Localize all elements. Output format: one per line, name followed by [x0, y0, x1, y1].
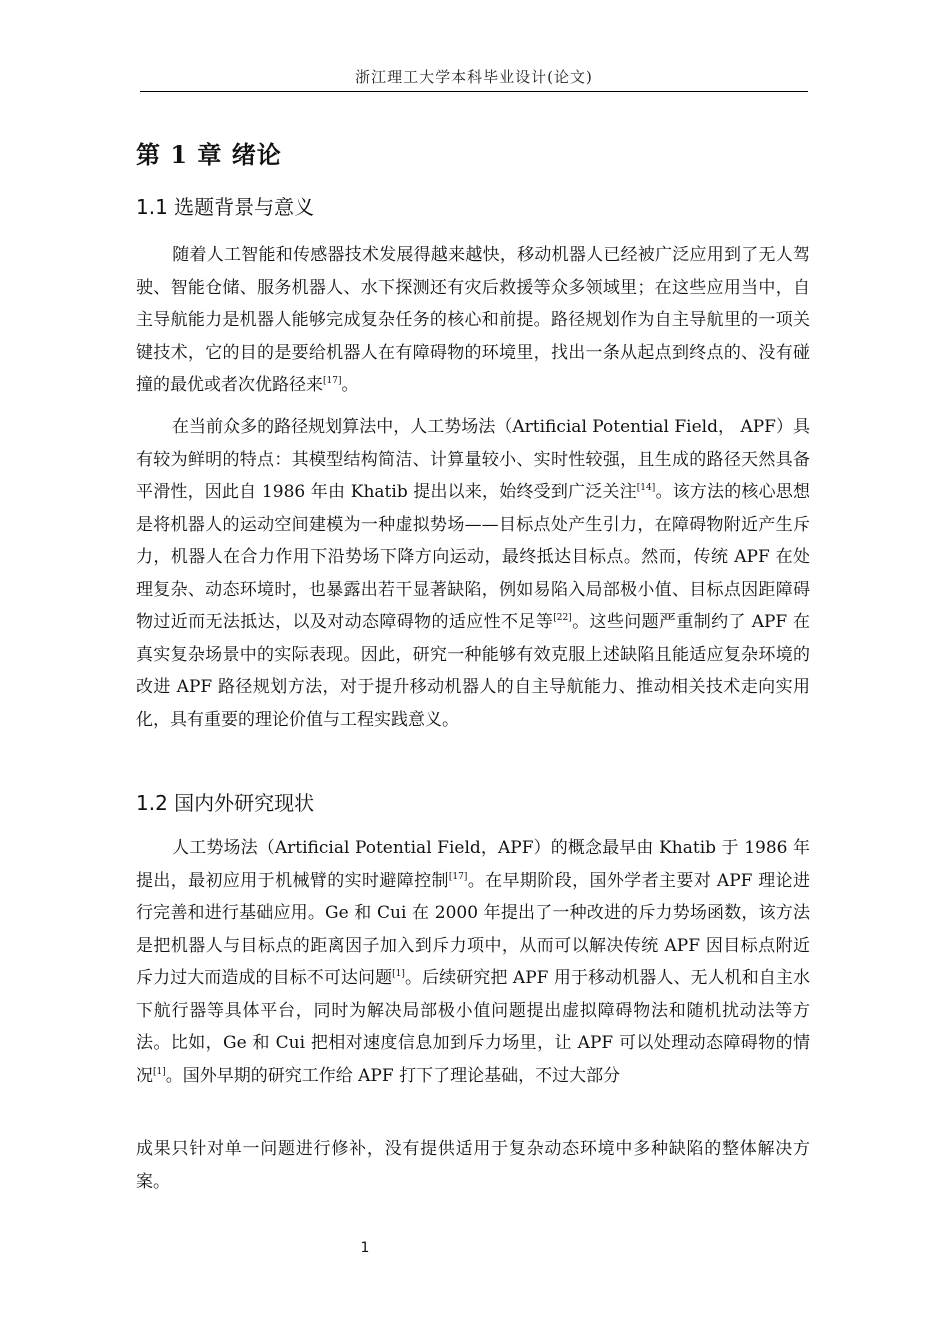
paragraph-text: 人工势场法（Artificial Potential Field，APF）的概念最早由 Khatib 于 1986 年提出，最初应用于机械臂的实时避障控制	[136, 838, 810, 891]
section-title: 1.1 选题背景与意义	[136, 195, 315, 219]
paragraph	[136, 832, 810, 1092]
citation: [1]	[153, 1066, 166, 1077]
paragraph	[136, 411, 810, 736]
header-rule	[140, 91, 808, 92]
paragraph-text: 。国外早期的研究工作给 APF 打下了理论基础，不过大部分	[165, 1065, 621, 1086]
citation: [14]	[636, 483, 656, 493]
citation: [17]	[323, 376, 342, 386]
paragraph-text: 随着人工智能和传感器技术发展得越来越快，移动机器人已经被广泛应用到了无人驾驶、智能仓储、服务机器人、水下探测还有灾后救援等众多领域里；在这些应用当中，自主导航能力是机器人能够完成复杂任务的核心和前提。路径规划作为自主导航里的一项关键技术，它的目的是要给机器人在有障碍物的环境里，找出一条从起点到终点的、没有碰撞的最优或者次优路径来	[136, 245, 810, 395]
page-number: 1	[360, 1240, 370, 1256]
citation: [1]	[392, 969, 405, 979]
paragraph-text: 。后续研究把 APF 用于移动机器人、无人机和自主水下航行器等具体平台，同时为解决局部极小值问题提出虚拟障碍物法和随机扰动法等方法。比如，Ge 和 Cui 把相对速度信息加到斥力场里，让 APF 可以处理动态障碍物的情况	[136, 968, 810, 1086]
paragraph-text: 。	[341, 375, 359, 395]
citation: [22]	[553, 613, 572, 623]
page-header: 浙江理工大学本科毕业设计(论文)	[355, 68, 593, 86]
paragraph	[136, 239, 810, 402]
paragraph-text: 在当前众多的路径规划算法中，人工势场法（Artificial Potential Field， APF）具有较为鲜明的特点：其模型结构简洁、计算量较小、实时性较强，且生成的路径天然具备平滑性，因此自 1986 年由 Khatib 提出以来，始终受到广泛关注	[136, 417, 810, 502]
paragraph-text: 。这些问题严重制约了 APF 在真实复杂场景中的实际表现。因此，研究一种能够有效克服上述缺陷且能适应复杂环境的改进 APF 路径规划方法，对于提升移动机器人的自主导航能力、推动相关技术走向实用化，具有重要的理论价值与工程实践意义。	[136, 612, 810, 730]
paragraph-text: 。在早期阶段，国外学者主要对 APF 理论进行完善和进行基础应用。Ge 和 Cui 在 2000 年提出了一种改进的斥力势场函数，该方法是把机器人与目标点的距离因子加入到斥力项中，从而可以解决传统 APF 因目标点附近斥力过大而造成的目标不可达问题	[136, 870, 810, 988]
citation: [17]	[448, 871, 468, 882]
chapter-title: 第 1 章 绪论	[136, 140, 282, 169]
paragraph-text: 。该方法的核心思想是将机器人的运动空间建模为一种虚拟势场——目标点处产生引力，在障碍物附近产生斥力，机器人在合力作用下沿势场下降方向运动，最终抵达目标点。然而，传统 APF 在处理复杂、动态环境时，也暴露出若干显著缺陷，例如易陷入局部极小值、目标点因距障碍物过近而无法抵达，以及对动态障碍物的适应性不足等	[136, 482, 810, 632]
paragraph	[136, 1133, 810, 1198]
section-title: 1.2 国内外研究现状	[136, 791, 315, 815]
paragraph-text: 成果只针对单一问题进行修补，没有提供适用于复杂动态环境中多种缺陷的整体解决方案。	[136, 1139, 810, 1192]
